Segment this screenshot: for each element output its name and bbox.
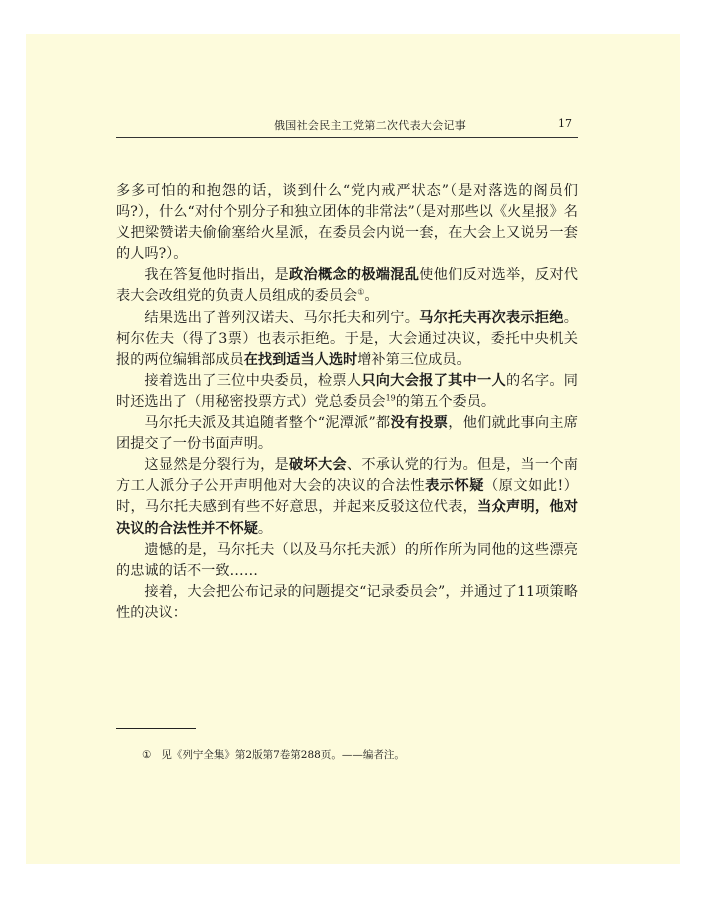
text-run: 遗憾的是，马尔托夫（以及马尔托夫派）的所作所为同他的这些漂亮的忠诚的话不一致…… <box>116 541 578 579</box>
text-run: 使他们反对选举，反对代表大会改组党的负责人员组成的委员会 <box>116 267 578 305</box>
emphasis-text: 破坏大会 <box>289 457 347 474</box>
text-run: 接着选出了三位中央委员，检票人 <box>144 372 362 389</box>
emphasis-text: 只向大会报了其中一人 <box>361 372 506 389</box>
text-run: ，他们就此事向主席团提交了一份书面声明。 <box>116 415 578 453</box>
text-run: 增补第三位成员。 <box>357 351 471 368</box>
text-run: 结果选出了普列汉诺夫、马尔托夫和列宁。 <box>144 309 420 326</box>
footnote-marker: ① <box>142 749 152 761</box>
footnote <box>142 748 562 762</box>
body-text <box>116 181 578 624</box>
paragraph <box>116 540 578 582</box>
text-run: 。 <box>257 520 273 537</box>
emphasis-text: 马尔托夫再次表示拒绝 <box>419 309 564 326</box>
text-run: （原文如此!）时，马尔托夫感到有些不好意思，并起来反驳这位代表， <box>116 478 578 516</box>
text-run: 、不承认党的行为。但是，当一个南方工人派分子公开声明他对大会的决议的合法性 <box>116 457 578 495</box>
paragraph <box>116 371 578 413</box>
footnote-separator <box>116 728 196 729</box>
emphasis-text: 政治概念的极端混乱 <box>289 267 420 284</box>
page-number: 17 <box>558 117 572 130</box>
paragraph <box>116 413 578 455</box>
paragraph <box>116 181 578 265</box>
emphasis-text: 在找到适当人选时 <box>243 351 358 368</box>
text-run: 多多可怕的和抱怨的话，谈到什么“党内戒严状态”（是对落选的阁员们吗?），什么“对付个别分子和独立团体的非常法”（是对那些以《火星报》名义把梁赞诺夫偷偷塞给火星派，在委员会内说一套，在大会上又说另一套的人吗?）。 <box>116 183 578 263</box>
text-run: 我在答复他时指出，是 <box>144 267 290 284</box>
text-run: 的名字。同时还选出了（用秘密投票方式）党总委员会 <box>116 372 578 410</box>
running-header-title: 俄国社会民主工党第二次代表大会记事 <box>274 119 467 132</box>
text-run: 的第五个委员。 <box>395 393 496 410</box>
footnote-text: 见《列宁全集》第2版第7卷第288页。——编者注。 <box>161 749 405 761</box>
paragraph <box>116 265 578 307</box>
footnote-ref: ① <box>357 287 365 297</box>
text-run: 。柯尔佐夫（得了3票）也表示拒绝。于是，大会通过决议，委托中央机关报的两位编辑部成员 <box>116 309 578 368</box>
text-run: 这显然是分裂行为，是 <box>144 457 290 474</box>
paragraph <box>116 582 578 624</box>
emphasis-text: 没有投票 <box>390 415 449 432</box>
text-run: 。 <box>364 288 379 305</box>
running-header <box>116 113 578 138</box>
text-run: 马尔托夫派及其追随者整个“泥潭派”都 <box>144 415 391 432</box>
paragraph <box>116 455 578 539</box>
paragraph <box>116 308 578 371</box>
emphasis-text: 表示怀疑 <box>425 478 484 495</box>
footnote-ref: 19 <box>385 393 396 403</box>
text-run: 接着，大会把公布记录的问题提交“记录委员会”，并通过了11项策略性的决议： <box>116 583 578 621</box>
emphasis-text: 当众声明，他对决议的合法性并不怀疑 <box>116 499 578 537</box>
